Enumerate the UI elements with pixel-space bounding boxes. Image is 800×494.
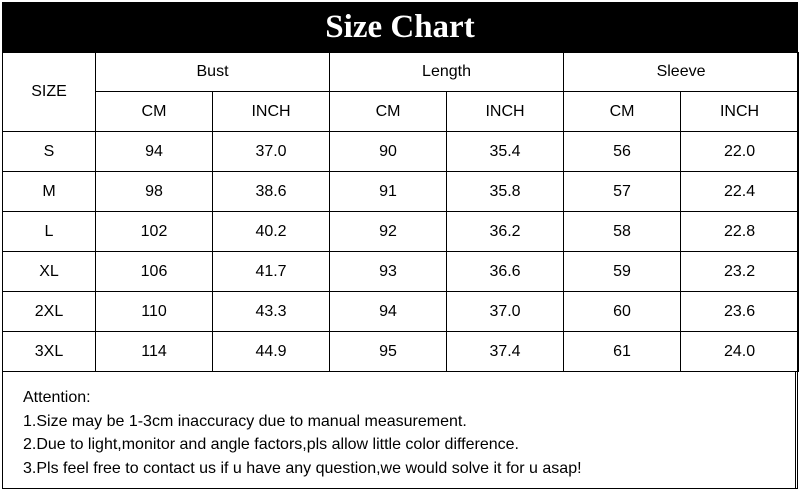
value-cell: 22.0: [681, 132, 799, 172]
value-cell: 114: [96, 332, 213, 372]
value-cell: 93: [330, 252, 447, 292]
value-cell: 110: [96, 292, 213, 332]
value-cell: 38.6: [213, 172, 330, 212]
value-cell: 22.4: [681, 172, 799, 212]
value-cell: 94: [330, 292, 447, 332]
table-row: [3, 252, 799, 292]
title-bar: [2, 2, 798, 52]
value-cell: 98: [96, 172, 213, 212]
value-cell: 44.9: [213, 332, 330, 372]
value-cell: 37.0: [447, 292, 564, 332]
table-row: [3, 212, 799, 252]
value-cell: 41.7: [213, 252, 330, 292]
header-size: SIZE: [3, 53, 96, 132]
value-cell: 23.2: [681, 252, 799, 292]
header-row-units: [3, 92, 799, 132]
header-length: Length: [330, 53, 564, 92]
header-unit: INCH: [681, 92, 799, 132]
value-cell: 35.8: [447, 172, 564, 212]
table-row: [3, 292, 799, 332]
note-item: 2.Due to light,monitor and angle factors,pls allow little color difference.: [23, 436, 519, 453]
size-cell: 2XL: [3, 292, 96, 332]
size-cell: 3XL: [3, 332, 96, 372]
value-cell: 61: [564, 332, 681, 372]
table-row: [3, 132, 799, 172]
value-cell: 35.4: [447, 132, 564, 172]
value-cell: 95: [330, 332, 447, 372]
value-cell: 43.3: [213, 292, 330, 332]
value-cell: 58: [564, 212, 681, 252]
value-cell: 56: [564, 132, 681, 172]
note-item: 3.Pls feel free to contact us if u have any question,we would solve it for u asap!: [23, 459, 582, 477]
header-unit: INCH: [447, 92, 564, 132]
value-cell: 23.6: [681, 292, 799, 332]
value-cell: 60: [564, 292, 681, 332]
value-cell: 36.6: [447, 252, 564, 292]
notes-heading: Attention:: [23, 389, 91, 406]
attention-notes: [2, 371, 796, 489]
page-title: Size Chart: [325, 8, 475, 45]
value-cell: 59: [564, 252, 681, 292]
value-cell: 92: [330, 212, 447, 252]
value-cell: 57: [564, 172, 681, 212]
size-cell: M: [3, 172, 96, 212]
value-cell: 37.4: [447, 332, 564, 372]
value-cell: 22.8: [681, 212, 799, 252]
table-row: [3, 332, 799, 372]
value-cell: 24.0: [681, 332, 799, 372]
note-item: 1.Size may be 1-3cm inaccuracy due to manual measurement.: [23, 412, 467, 430]
value-cell: 40.2: [213, 212, 330, 252]
header-unit: INCH: [213, 92, 330, 132]
value-cell: 94: [96, 132, 213, 172]
value-cell: 106: [96, 252, 213, 292]
header-unit: CM: [564, 92, 681, 132]
header-sleeve: Sleeve: [564, 53, 799, 92]
value-cell: 102: [96, 212, 213, 252]
value-cell: 90: [330, 132, 447, 172]
header-unit: CM: [96, 92, 213, 132]
size-cell: XL: [3, 252, 96, 292]
value-cell: 36.2: [447, 212, 564, 252]
table-row: [3, 172, 799, 212]
size-cell: S: [3, 132, 96, 172]
header-bust: Bust: [96, 53, 330, 92]
size-chart-table: [2, 52, 799, 372]
header-row-groups: [3, 53, 799, 92]
header-unit: CM: [330, 92, 447, 132]
size-cell: L: [3, 212, 96, 252]
value-cell: 91: [330, 172, 447, 212]
value-cell: 37.0: [213, 132, 330, 172]
